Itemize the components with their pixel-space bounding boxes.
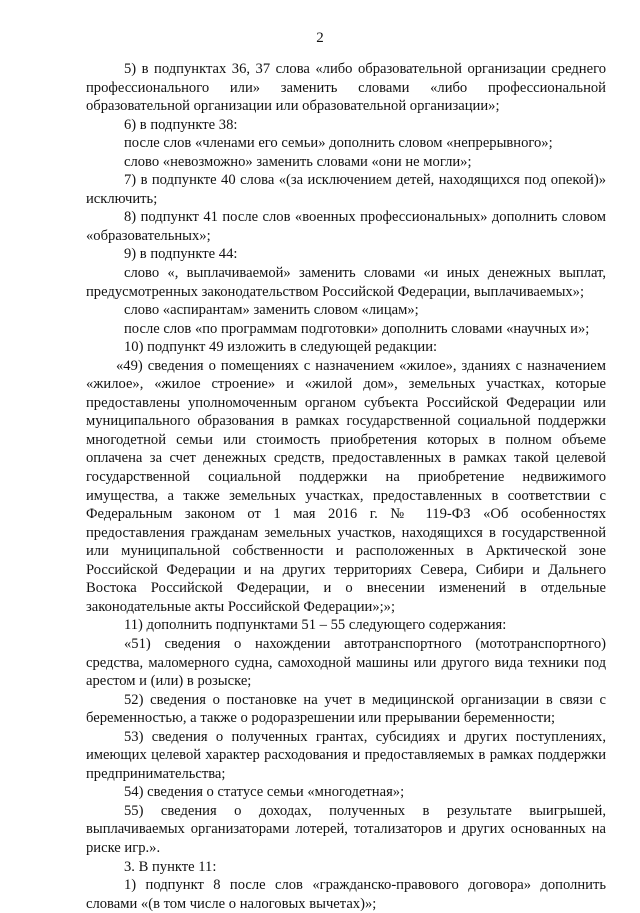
paragraph: слово «, выплачиваемой» заменить словами «и иных денежных выплат, предусмотренных законодательством Российской Федерации, выплачиваемых»; (86, 265, 606, 300)
document-body (86, 60, 606, 913)
page-number: 2 (316, 30, 324, 46)
paragraph: «49) сведения о помещениях с назначением «жилое», зданиях с назначением «жилое», «жилое строение» и «жилой дом», земельных участках, которые предоставлены уполномоченным органом субъекта Российской Федерации или муниципального образования в рамках государственной социальной поддержки многодетной семьи или стоимость приобретения которых в полном объеме оплачена за счет денежных средств, предоставленных в рамках такой целевой государственной социальной поддержки на приобретение недвижимого имущества, а также земельных участках, предоставленных в соответствии с Федеральным законом от 1 мая 2016 г. № 119-ФЗ «Об особенностях предоставления гражданам земельных участков, находящихся в государственной или муниципальной собственности и расположенных в Арктической зоне Российской Федерации и на других территориях Севера, Сибири и Дальнего Востока Российской Федерации, и о внесении изменений в отдельные законодательные акты Российской Федерации»;»; (86, 357, 606, 615)
paragraph: 11) дополнить подпунктами 51 – 55 следующего содержания: (124, 617, 507, 634)
paragraph: 53) сведения о полученных грантах, субсидиях и других поступлениях, имеющих целевой характер расходования и предоставляемых в рамках поддержки предпринимательства; (86, 728, 606, 782)
paragraph: 5) в подпунктах 36, 37 слова «либо образовательной организации среднего профессионального или» заменить словами «либо профессиональной образовательной организации или образовательной организации»; (86, 61, 606, 115)
paragraph: слово «невозможно» заменить словами «они не могли»; (124, 153, 472, 170)
paragraph: 1) подпункт 8 после слов «гражданско-правового договора» дополнить словами «(в том числе о налоговых вычетах)»; (86, 877, 606, 912)
paragraph: после слов «по программам подготовки» дополнить словами «научных и»; (124, 320, 590, 337)
paragraph: 8) подпункт 41 после слов «военных профессиональных» дополнить словом «образовательных»; (86, 209, 606, 244)
paragraph: 55) сведения о доходах, полученных в результате выигрышей, выплачиваемых организаторами лотерей, тотализаторов и других основанных на риске игр.». (86, 802, 606, 856)
paragraph: слово «аспирантам» заменить словом «лицам»; (124, 302, 419, 319)
paragraph: 54) сведения о статусе семьи «многодетная»; (124, 784, 405, 801)
paragraph: 10) подпункт 49 изложить в следующей редакции: (124, 339, 438, 356)
paragraph: 52) сведения о постановке на учет в медицинской организации в связи с беременностью, а также о родоразрешении или прерывании беременности; (86, 691, 606, 727)
paragraph: 9) в подпункте 44: (124, 246, 238, 263)
paragraph: «51) сведения о нахождении автотранспортного (мототранспортного) средства, маломерного судна, самоходной машины или другого вида техники под арестом и (или) в розыске; (86, 635, 606, 690)
paragraph: после слов «членами его семьи» дополнить словом «непрерывного»; (124, 135, 553, 152)
paragraph: 6) в подпункте 38: (124, 116, 238, 133)
paragraph: 7) в подпункте 40 слова «(за исключением детей, находящихся под опекой)» исключить; (86, 172, 606, 207)
paragraph: 3. В пункте 11: (124, 858, 217, 875)
